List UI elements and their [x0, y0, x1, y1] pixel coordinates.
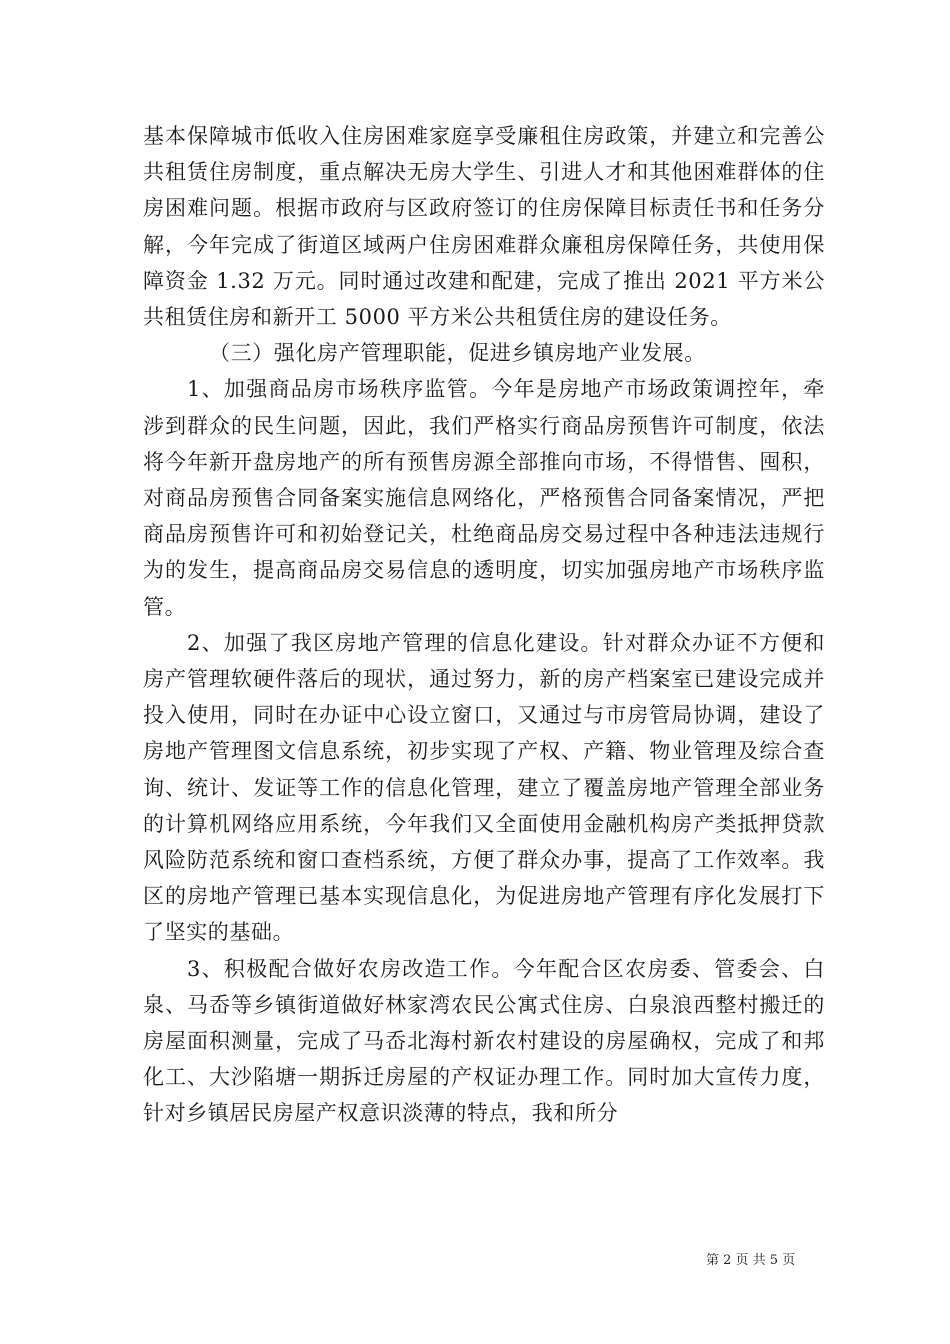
paragraph-market-supervision: 1、加强商品房市场秩序监管。今年是房地产市场政策调控年，牵涉到群众的民生问题，因此，我们严格实行商品房预售许可制度，依法将今年新开盘房地产的所有预售房源全部推向市场，不得惜售、囤积，对商品房预售合同备案实施信息网络化，严格预售合同备案情况，严把商品房预售许可和初始登记关，杜绝商品房交易过程中各种违法违规行为的发生，提高商品房交易信息的透明度，切实加强房地产市场秩序监管。: [143, 377, 825, 619]
paragraph-informatization: 2、加强了我区房地产管理的信息化建设。针对群众办证不方便和房产管理软硬件落后的现状，通过努力，新的房产档案室已建设完成并投入使用，同时在办证中心设立窗口，又通过与市房管局协调，建设了房地产管理图文信息系统，初步实现了产权、产籍、物业管理及综合查询、统计、发证等工作的信息化管理，建立了覆盖房地产管理全部业务的计算机网络应用系统，今年我们又全面使用金融机构房产类抵押贷款风险防范系统和窗口查档系统，方便了群众办事，提高了工作效率。我区的房地产管理已基本实现信息化，为促进房地产管理有序化发展打下了坚实的基础。: [143, 630, 825, 945]
section-heading-3: （三）强化房产管理职能，促进乡镇房地产业发展。: [209, 341, 706, 366]
page-number: 第 2 页 共 5 页: [706, 1253, 796, 1268]
paragraph-housing-security: 基本保障城市低收入住房困难家庭享受廉租住房政策，并建立和完善公共租赁住房制度，重点解决无房大学生、引进人才和其他困难群体的住房困难问题。根据市政府与区政府签订的住房保障目标责任书和任务分解，今年完成了街道区域两户住房困难群众廉租房保障任务，共使用保障资金 1.32 万元。同时通过改建和配建，完成了推出 2021 平方米公共租赁住房和新开工 5000 平方米公共租赁住房的建设任务。: [143, 124, 825, 330]
document-body: [143, 118, 825, 1132]
paragraph-rural-housing: 3、积极配合做好农房改造工作。今年配合区农房委、管委会、白泉、马岙等乡镇街道做好林家湾农民公寓式住房、白泉浪西整村搬迁的房屋面积测量，完成了马岙北海村新农村建设的房屋确权，完成了和邦化工、大沙陷塘一期拆迁房屋的产权证办理工作。同时加大宣传力度，针对乡镇居民房屋产权意识淡薄的特点，我和所分: [143, 956, 825, 1126]
